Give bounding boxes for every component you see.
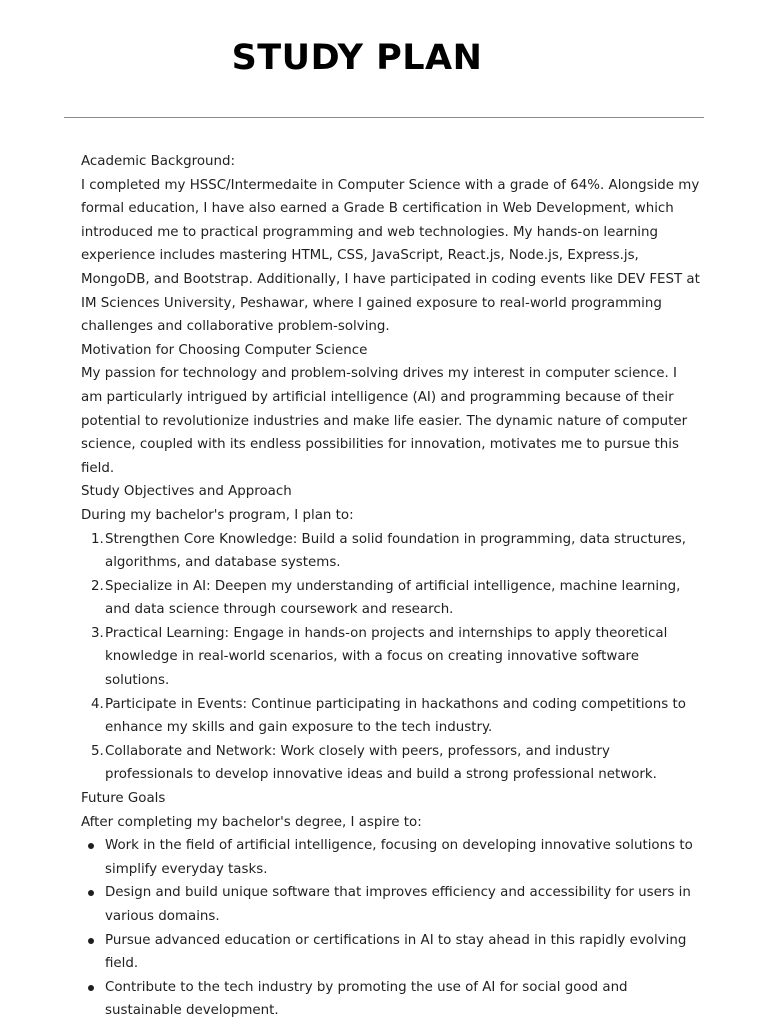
academic-text: I completed my HSSC/Intermedaite in Computer Science with a grade of 64%. Alongside my formal education, I have also earned a Grade B certification in Web Development, which introduced me to practical programming and web technologies. My hands-on learning experience includes mastering HTML, CSS, JavaScript, React.js, Node.js, Express.js, MongoDB, and Bootstrap. Additionally, I have participated in coding events like DEV FEST at IM Sciences University, Peshawar, where I gained exposure to real-world programming challenges and collaborative problem-solving. xyxy=(81,177,700,335)
list-item xyxy=(81,740,701,787)
list-number: 1. xyxy=(91,531,104,547)
list-number: 2. xyxy=(91,578,104,594)
bullet-icon xyxy=(88,938,94,944)
motivation-text: My passion for technology and problem-solving drives my interest in computer science. I am particularly intrigued by artificial intelligence (AI) and programming because of their potential to revolutionize industries and make life easier. The dynamic nature of computer science, coupled with its endless possibilities for innovation, motivates me to pursue this field. xyxy=(81,366,688,476)
document-body xyxy=(81,150,701,1023)
list-item-text: Design and build unique software that improves efficiency and accessibility for users in various domains. xyxy=(105,885,691,924)
list-item-text: Specialize in AI: Deepen my understanding of artificial intelligence, machine learning, and data science through coursework and research. xyxy=(105,578,681,618)
title-divider xyxy=(64,117,704,118)
list-item-text: Collaborate and Network: Work closely with peers, professors, and industry professionals to develop innovative ideas and build a strong professional network. xyxy=(105,743,657,783)
academic-heading: Academic Background: xyxy=(81,154,236,169)
list-number: 5. xyxy=(91,743,104,759)
list-item-text: Participate in Events: Continue participating in hackathons and coding competitions to enhance my skills and gain exposure to the tech industry. xyxy=(105,696,686,736)
bullet-icon xyxy=(88,985,94,991)
page-title: STUDY PLAN xyxy=(231,38,483,78)
motivation-heading: Motivation for Choosing Computer Science xyxy=(81,342,368,358)
list-item xyxy=(81,693,701,740)
objectives-heading: Study Objectives and Approach xyxy=(81,484,292,500)
list-item xyxy=(81,622,701,693)
list-item xyxy=(81,834,701,881)
list-item xyxy=(81,976,701,1023)
objectives-intro: During my bachelor's program, I plan to: xyxy=(81,507,354,523)
list-item-text: Contribute to the tech industry by promoting the use of AI for social good and sustainable development. xyxy=(105,979,628,1019)
bullet-icon xyxy=(88,843,94,849)
list-number: 3. xyxy=(91,625,104,641)
list-item-text: Work in the field of artificial intelligence, focusing on developing innovative solutions to simplify everyday tasks. xyxy=(105,838,693,877)
list-item-text: Practical Learning: Engage in hands-on projects and internships to apply theoretical knowledge in real-world scenarios, with a focus on creating innovative software solutions. xyxy=(105,625,668,689)
list-item xyxy=(81,881,701,928)
list-item-text: Pursue advanced education or certifications in AI to stay ahead in this rapidly evolving field. xyxy=(105,932,687,972)
goals-intro: After completing my bachelor's degree, I aspire to: xyxy=(81,814,422,830)
list-item-text: Strengthen Core Knowledge: Build a solid foundation in programming, data structures, algorithms, and database systems. xyxy=(105,531,687,571)
objectives-list xyxy=(81,528,701,788)
list-item xyxy=(81,929,701,976)
bullet-icon xyxy=(88,890,94,896)
list-number: 4. xyxy=(91,696,104,712)
list-item xyxy=(81,575,701,622)
goals-list xyxy=(81,834,701,1023)
list-item xyxy=(81,528,701,575)
goals-heading: Future Goals xyxy=(81,791,166,807)
